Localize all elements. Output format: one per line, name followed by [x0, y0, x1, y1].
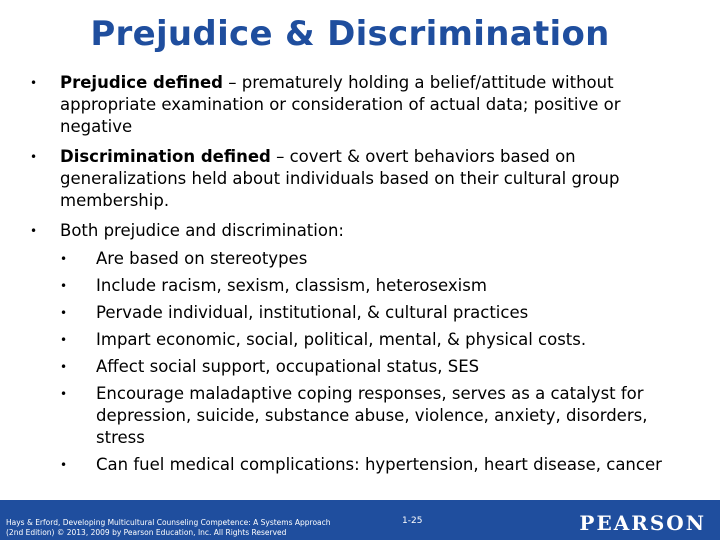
- bullet-icon: •: [60, 458, 68, 472]
- sub-bullet-text: Include racism, sexism, classism, heterosexism: [96, 276, 487, 295]
- bullet-text: Both prejudice and discrimination:: [60, 221, 344, 240]
- sub-bullet-text: Encourage maladaptive coping responses, serves as a catalyst for depression, suicide, substance abuse, violence, anxiety, disorders, stress: [96, 384, 648, 447]
- bullet-icon: •: [30, 76, 38, 90]
- sub-bullet-text: Can fuel medical complications: hypertension, heart disease, cancer: [96, 455, 662, 474]
- sub-bullet-text: Affect social support, occupational status, SES: [96, 357, 480, 376]
- bullet-item: [30, 72, 690, 138]
- sub-bullet-item: [60, 329, 690, 351]
- bullet-term: Discrimination defined: [60, 147, 271, 166]
- sub-bullet-text: Pervade individual, institutional, & cultural practices: [96, 303, 529, 322]
- bullet-item: [30, 220, 690, 476]
- sub-bullet-item: [60, 454, 690, 476]
- bullet-text: – prematurely holding a belief/attitude without appropriate examination or consideration of actual data; positive or negative: [60, 73, 621, 136]
- sub-bullet-text: Impart economic, social, political, mental, & physical costs.: [96, 330, 587, 349]
- sub-bullet-item: [60, 248, 690, 270]
- sub-bullet-item: [60, 356, 690, 378]
- footer-bar: [0, 500, 720, 540]
- bullet-text: – covert & overt behaviors based on generalizations held about individuals based on their cultural group membership.: [60, 147, 620, 210]
- bullet-icon: •: [60, 387, 68, 401]
- bullet-icon: •: [30, 224, 38, 238]
- bullet-term: Prejudice defined: [60, 73, 223, 92]
- footer-citation: [6, 518, 366, 538]
- sub-bullet-item: [60, 275, 690, 297]
- bullet-icon: •: [60, 279, 68, 293]
- bullet-icon: •: [60, 252, 68, 266]
- bullet-icon: •: [60, 306, 68, 320]
- bullet-item: [30, 146, 690, 212]
- sub-bullet-list: [60, 248, 690, 476]
- slide-title: Prejudice & Discrimination: [90, 14, 610, 54]
- sub-bullet-item: [60, 383, 690, 449]
- sub-bullet-text: Are based on stereotypes: [96, 249, 308, 268]
- bullet-icon: •: [60, 360, 68, 374]
- bullet-icon: •: [30, 150, 38, 164]
- citation-line: (2nd Edition) © 2013, 2009 by Pearson Education, Inc. All Rights Reserved: [6, 528, 287, 537]
- pearson-logo: PEARSON: [579, 511, 706, 535]
- page-number: 1-25: [402, 516, 423, 526]
- bullet-list: [30, 72, 690, 484]
- sub-bullet-item: [60, 302, 690, 324]
- citation-line: Hays & Erford, Developing Multicultural Counseling Competence: A Systems Approach: [6, 518, 331, 527]
- bullet-icon: •: [60, 333, 68, 347]
